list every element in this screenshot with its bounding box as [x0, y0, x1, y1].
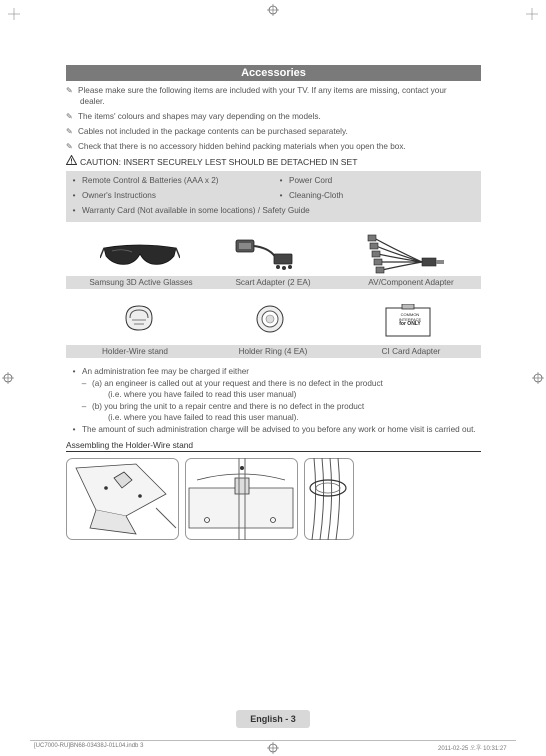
ci-card-label: for ONLY [399, 321, 421, 327]
registration-mark-icon [2, 372, 14, 384]
footer-file-name: [UC7000-RU]BN68-03438J-01L04.indb 3 [34, 743, 144, 749]
list-item: • Warranty Card (Not available in some locations) / Safety Guide [72, 206, 310, 215]
3d-glasses-illustration [100, 236, 180, 274]
fee-item-b: – (b) you bring the unit to a repair centre and there is no defect in the product [81, 402, 365, 411]
note-pencil-icon: ✎ [66, 142, 73, 151]
list-item: • Cleaning-Cloth [279, 191, 344, 200]
registration-mark-icon [267, 4, 279, 16]
assembling-title: Assembling the Holder-Wire stand [66, 440, 481, 452]
list-item: • Power Cord [279, 176, 333, 185]
page-number-badge: English - 3 [236, 710, 310, 728]
accessory-caption: Holder-Wire stand [102, 347, 168, 356]
accessory-caption: Samsung 3D Active Glasses [89, 278, 193, 287]
scart-adapter-illustration [230, 232, 302, 274]
holder-wire-stand-illustration [120, 302, 158, 334]
list-item: • Remote Control & Batteries (AAA x 2) [72, 176, 219, 185]
note-pencil-icon: ✎ [66, 86, 73, 95]
note-included-items: ✎ Please make sure the following items are included with your TV. If any items are missing, contact your dealer. [66, 86, 447, 106]
av-component-adapter-illustration [366, 232, 448, 276]
caution-line: CAUTION: INSERT SECURELY LEST SHOULD BE DETACHED IN SET [66, 155, 478, 167]
accessory-caption: Holder Ring (4 EA) [238, 347, 308, 356]
fee-item-a-note: (i.e. where you have failed to read this user manual) [108, 390, 297, 399]
note-pencil-icon: ✎ [66, 112, 73, 121]
ci-card-label: COMMON INTERFACE [398, 312, 422, 322]
assembly-step-2-illustration [185, 458, 298, 540]
holder-ring-illustration [254, 303, 286, 335]
accessory-caption: Scart Adapter (2 EA) [235, 278, 311, 287]
section-title: Accessories [66, 65, 481, 81]
accessory-caption: CI Card Adapter [381, 347, 441, 356]
fee-amount: • The amount of such administration charge will be advised to you before any work or home visit is carried out. [72, 425, 476, 434]
note-pencil-icon: ✎ [66, 127, 73, 136]
fee-intro: • An administration fee may be charged if either [72, 367, 250, 376]
assembly-step-1-illustration [66, 458, 179, 540]
footer-timestamp: 2011-02-25 오후 10:31:27 [438, 746, 507, 752]
note-colours-shapes: ✎ The items' colours and shapes may vary depending on the models. [66, 112, 321, 121]
accessory-caption: AV/Component Adapter [368, 278, 454, 287]
list-item: • Owner's Instructions [72, 191, 156, 200]
warning-triangle-icon [66, 155, 80, 167]
fee-item-b-note: (i.e. where you have failed to read this user manual). [108, 413, 299, 422]
fee-item-a: – (a) an engineer is called out at your request and there is no defect in the product [81, 379, 383, 388]
crop-mark-icon [8, 8, 20, 20]
footer-divider [30, 740, 516, 741]
crop-mark-icon [526, 8, 538, 20]
assembly-step-3-illustration [304, 458, 354, 540]
registration-mark-icon [267, 742, 279, 754]
note-hidden-accessory: ✎ Check that there is no accessory hidden behind packing materials when you open the box. [66, 142, 406, 151]
note-cables: ✎ Cables not included in the package contents can be purchased separately. [66, 127, 348, 136]
registration-mark-icon [532, 372, 544, 384]
